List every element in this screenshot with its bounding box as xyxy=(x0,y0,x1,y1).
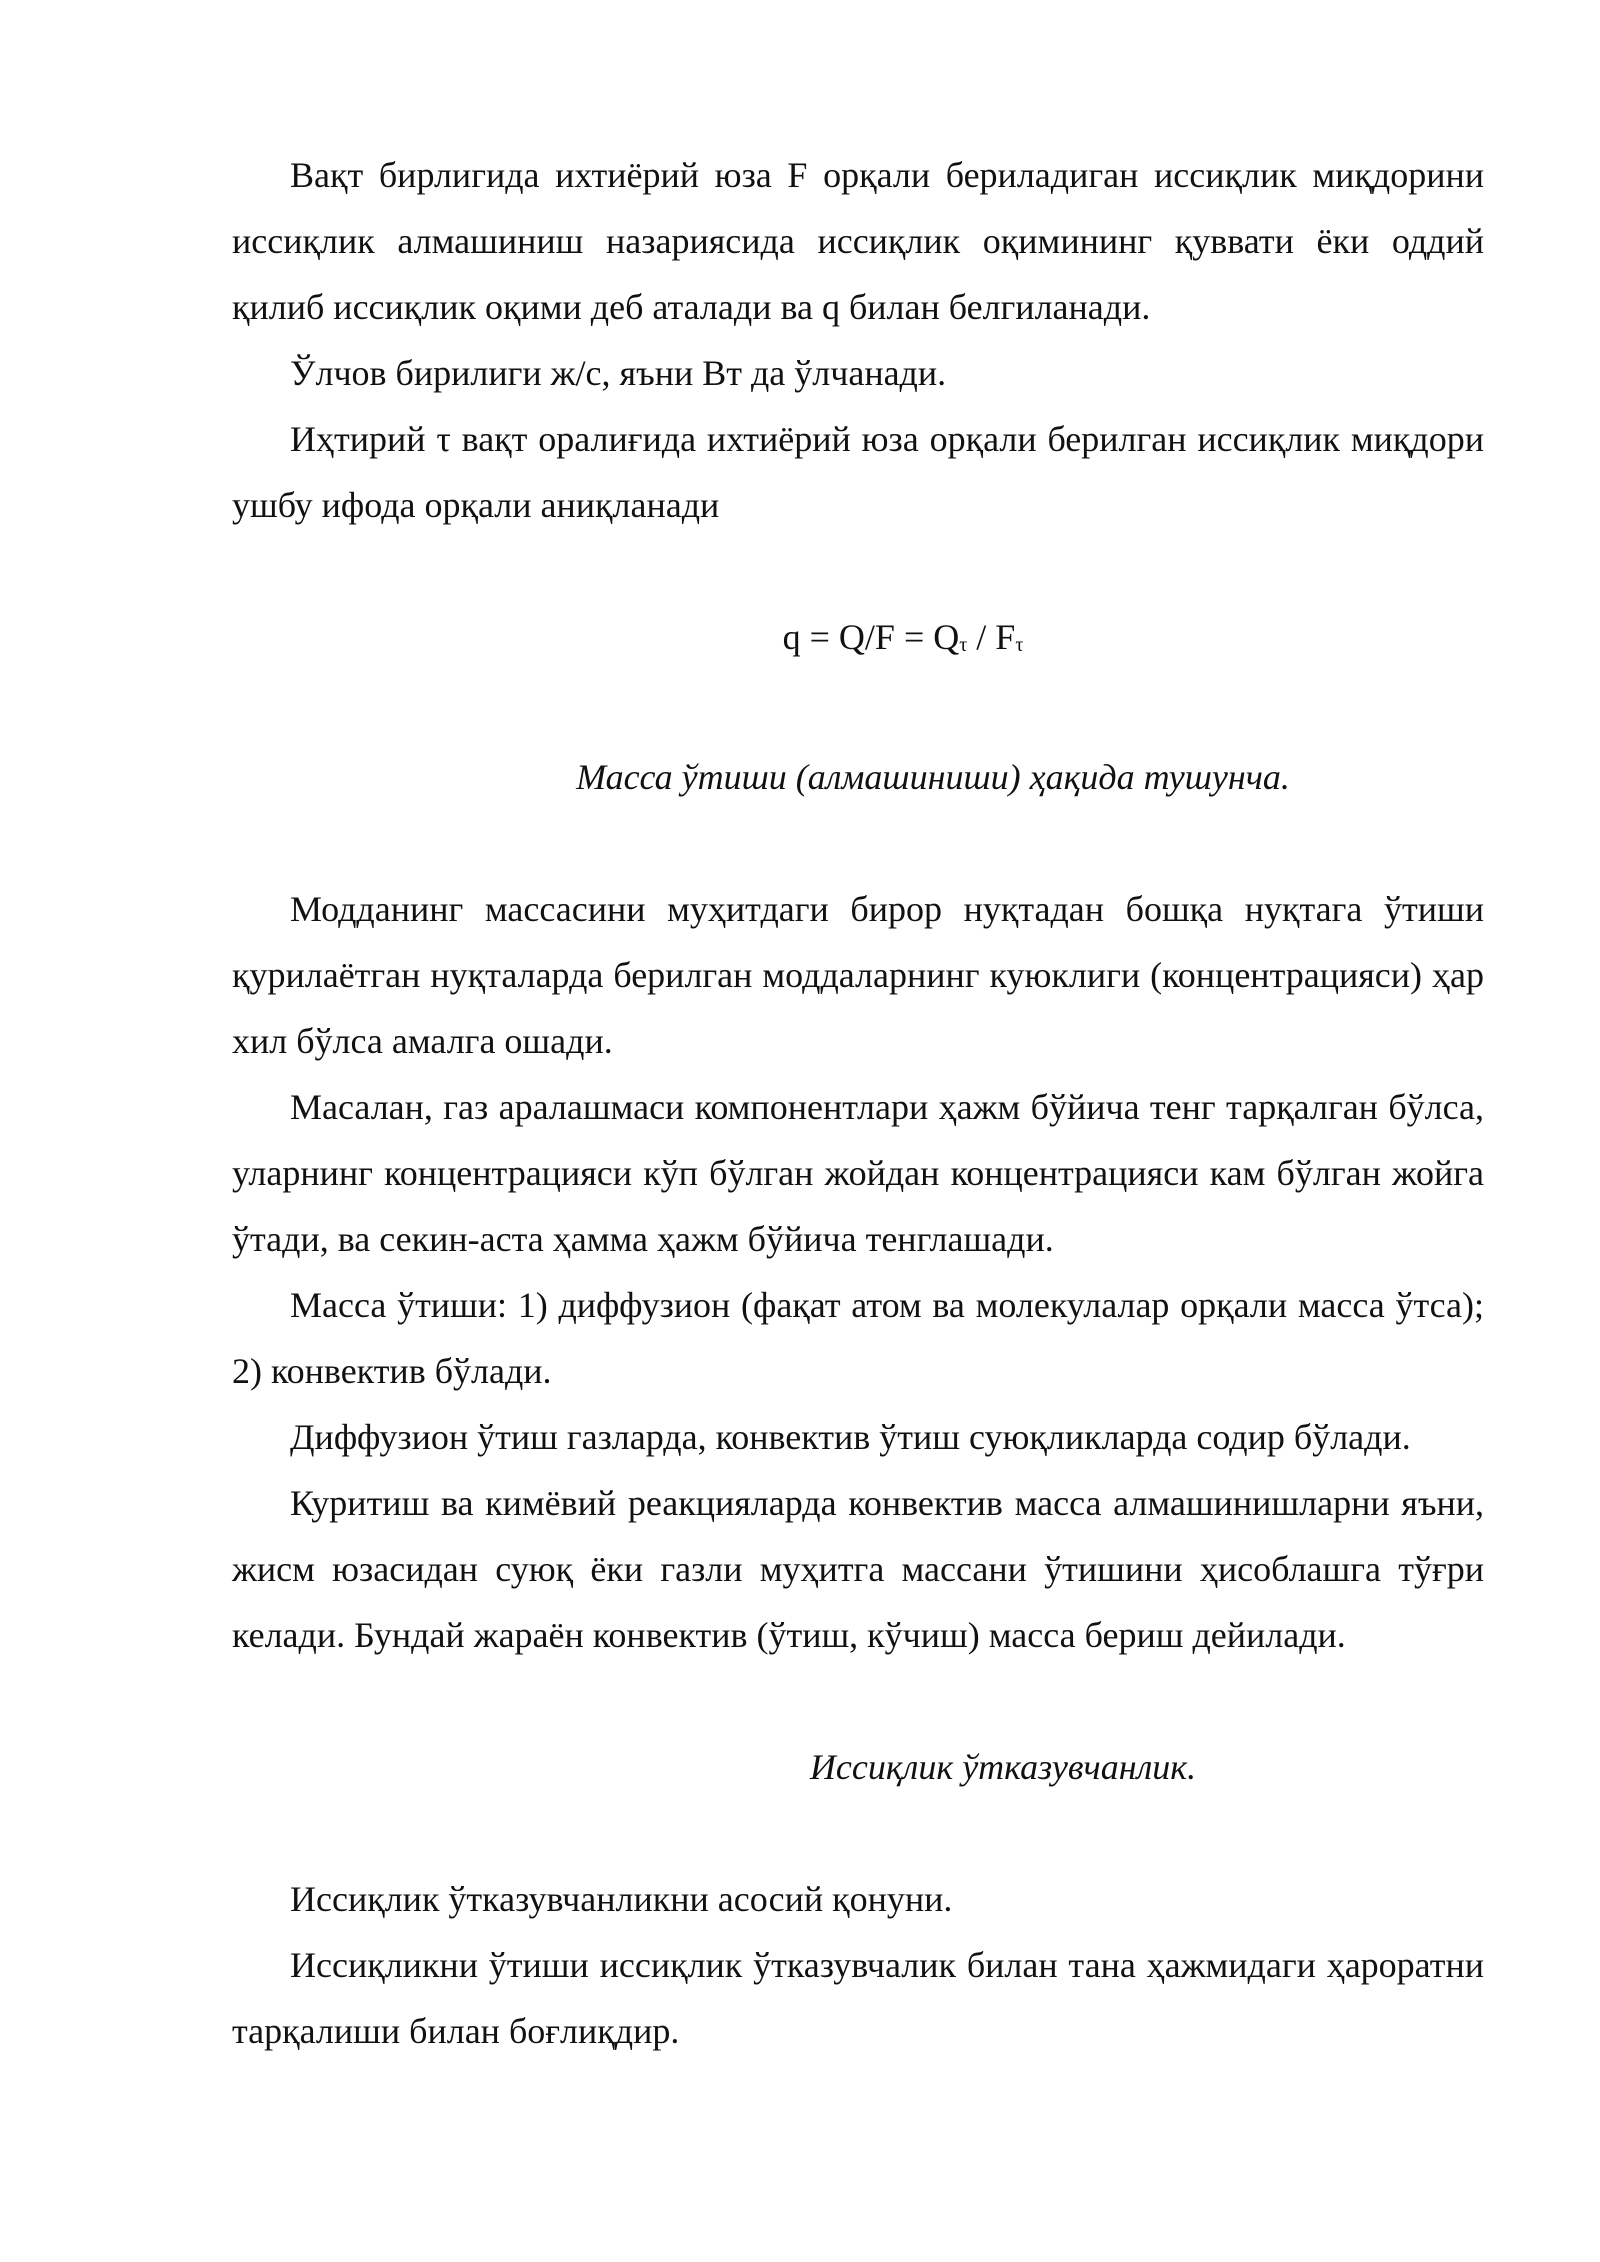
formula-subscript-q: τ xyxy=(959,634,968,656)
paragraph-heat-transfer-temperature: Иссиқликни ўтиши иссиқлик ўтказувчалик билан тана ҳажмидаги ҳароратни тарқалиши билан боғлиқдир. xyxy=(232,1945,1484,2051)
paragraph-convective-mass-transfer: Куритиш ва кимёвий реакцияларда конвектив масса алмашинишларни яъни, жисм юзасидан суюқ ёки газли муҳитга массани ўтишини ҳисоблашга тўғри келади. Бундай жараён конвектив (ўтиш, кўчиш) масса бериш дейилади. xyxy=(232,1483,1484,1655)
document-body xyxy=(232,142,1484,2064)
formula-divider: / F xyxy=(967,617,1016,657)
heat-flux-formula xyxy=(232,604,1484,678)
paragraph-gas-mixture-example: Масалан, газ аралашмаси компонентлари ҳажм бўйича тенг тарқалган бўлса, уларнинг концентрацияси кўп бўлган жойдан концентрацияси кам бўлган жойга ўтади, ва секин-аста ҳамма ҳажм бўйича тенглашади. xyxy=(232,1087,1484,1259)
paragraph-diffusion-convection: Диффузион ўтиш газларда, конвектив ўтиш суюқликларда содир бўлади. xyxy=(290,1417,1411,1457)
paragraph-mass-transfer-types: Масса ўтиши: 1) диффузион (фақат атом ва молекулалар орқали масса ўтса); 2) конвектив бўлади. xyxy=(232,1285,1484,1391)
paragraph-mass-transfer-condition: Модданинг массасини муҳитдаги бирор нуқтадан бошқа нуқтага ўтиши қурилаётган нуқталарда берилган моддаларнинг куюклиги (концентрацияси) ҳар хил бўлса амалга ошади. xyxy=(232,889,1484,1061)
paragraph-conduction-law: Иссиқлик ўтказувчанликни асосий қонуни. xyxy=(290,1879,953,1919)
paragraph-unit-of-measure: Ўлчов бирилиги ж/с, яъни Вт да ўлчанади. xyxy=(290,353,947,393)
formula-main: q = Q/F = Q xyxy=(782,617,960,657)
paragraph-heat-flow-definition: Вақт бирлигида ихтиёрий юза F орқали бериладиган иссиқлик миқдорини иссиқлик алмашиниш назариясида иссиқлик оқимининг қуввати ёки оддий қилиб иссиқлик оқими деб аталади ва q билан белгиланади. xyxy=(232,155,1484,327)
formula-subscript-f: τ xyxy=(1015,634,1024,656)
formula-block xyxy=(232,604,1484,678)
section-heading-mass-transfer: Масса ўтиши (алмашиниши) ҳақида тушунча. xyxy=(576,757,1290,797)
section-heading-heat-conduction: Иссиқлик ўтказувчанлик. xyxy=(809,1747,1197,1787)
paragraph-heat-quantity-interval: Иҳтирий τ вақт оралиғида ихтиёрий юза орқали берилган иссиқлик миқдори ушбу ифода орқали аниқланади xyxy=(232,419,1484,525)
